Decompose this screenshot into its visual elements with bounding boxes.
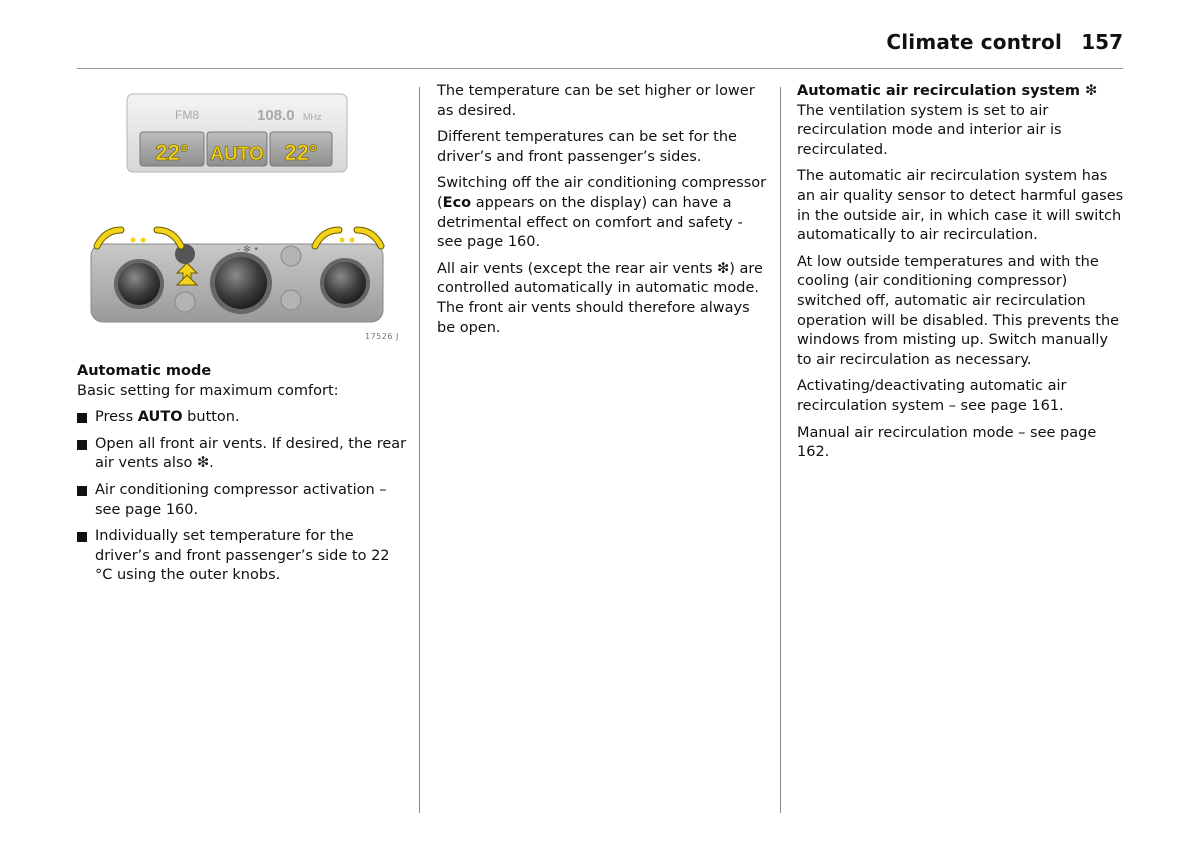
header-rule bbox=[77, 68, 1123, 69]
bullet-text: Open all front air vents. If desired, the rear air vents also ❇. bbox=[95, 435, 407, 472]
bullet-square-icon bbox=[77, 532, 87, 542]
page-number: 157 bbox=[1081, 30, 1123, 54]
right-temp-readout: 22° bbox=[284, 140, 318, 165]
column-middle bbox=[437, 82, 767, 345]
dot-icon bbox=[131, 238, 136, 243]
bullet-text: button. bbox=[182, 409, 240, 426]
column-divider-2 bbox=[780, 87, 781, 813]
bullet-square-icon bbox=[77, 413, 87, 423]
bullet-text: Press bbox=[95, 409, 138, 426]
paragraph-text: appears on the display) can have a detrimental effect on comfort and safety - see page 160. bbox=[437, 194, 743, 251]
left-temp-readout: 22° bbox=[155, 140, 189, 165]
radio-band-label: FM8 bbox=[175, 108, 199, 122]
dot-icon bbox=[350, 238, 355, 243]
fan-symbol-icon: - ✻ • bbox=[237, 245, 259, 255]
recirculation-button bbox=[175, 292, 195, 312]
bullet-text: Air conditioning compressor activation – see page 160. bbox=[95, 481, 387, 518]
list-item bbox=[77, 527, 407, 586]
automatic-mode-heading: Automatic mode bbox=[77, 363, 212, 379]
recirculation-heading: Automatic air recirculation system ❇ bbox=[797, 83, 1098, 99]
automatic-mode-intro: Basic setting for maximum comfort: bbox=[77, 382, 339, 399]
mode-readout: AUTO bbox=[210, 144, 264, 165]
bullet-square-icon bbox=[77, 440, 87, 450]
paragraph: At low outside temperatures and with the cooling (air conditioning compressor) switched off, automatic air recirculation operation will be disabled. This prevents the windows from misting up. Switch manually to air recirculation as necessary. bbox=[797, 253, 1120, 368]
right-temperature-knob bbox=[324, 262, 366, 304]
paragraph-eco bbox=[437, 174, 767, 252]
dot-icon bbox=[340, 238, 345, 243]
column-right bbox=[797, 82, 1127, 470]
climate-control-panel-illustration bbox=[77, 86, 407, 348]
radio-unit-label: MHz bbox=[303, 112, 322, 122]
left-temperature-knob bbox=[118, 263, 160, 305]
list-item bbox=[77, 481, 407, 520]
bullet-square-icon bbox=[77, 486, 87, 496]
column-divider-1 bbox=[419, 87, 420, 813]
paragraph-text: Switching off the air conditioning compressor ( bbox=[437, 175, 767, 211]
auto-button-label: AUTO bbox=[137, 409, 183, 426]
rear-defrost-button bbox=[281, 290, 301, 310]
defrost-button bbox=[281, 246, 301, 266]
section-title: Climate control bbox=[886, 30, 1062, 54]
paragraph: Manual air recirculation mode – see page 162. bbox=[797, 424, 1097, 461]
radio-frequency-label: 108.0 bbox=[257, 107, 295, 124]
paragraph: All air vents (except the rear air vents ❇) are controlled automatically in automatic mode. The front air vents should therefore always be open. bbox=[437, 260, 763, 336]
dot-icon bbox=[141, 238, 146, 243]
paragraph: The temperature can be set higher or lower as desired. bbox=[437, 83, 755, 119]
figure-number: 17526 J bbox=[365, 332, 399, 341]
bullet-text: Individually set temperature for the driver’s and front passenger’s side to 22 °C using the outer knobs. bbox=[95, 528, 390, 584]
list-item bbox=[77, 435, 407, 474]
column-left bbox=[77, 362, 407, 593]
center-fan-knob bbox=[215, 257, 267, 309]
paragraph: The ventilation system is set to air recirculation mode and interior air is recirculated. bbox=[797, 102, 1062, 158]
paragraph: The automatic air recirculation system has an air quality sensor to detect harmful gases in the outside air, in which case it will switch automatically to air recirculation. bbox=[797, 168, 1124, 244]
paragraph: Activating/deactivating automatic air recirculation system – see page 161. bbox=[797, 378, 1067, 414]
paragraph: Different temperatures can be set for the driver’s and front passenger’s sides. bbox=[437, 129, 737, 165]
list-item bbox=[77, 408, 407, 428]
eco-label: Eco bbox=[442, 194, 472, 211]
